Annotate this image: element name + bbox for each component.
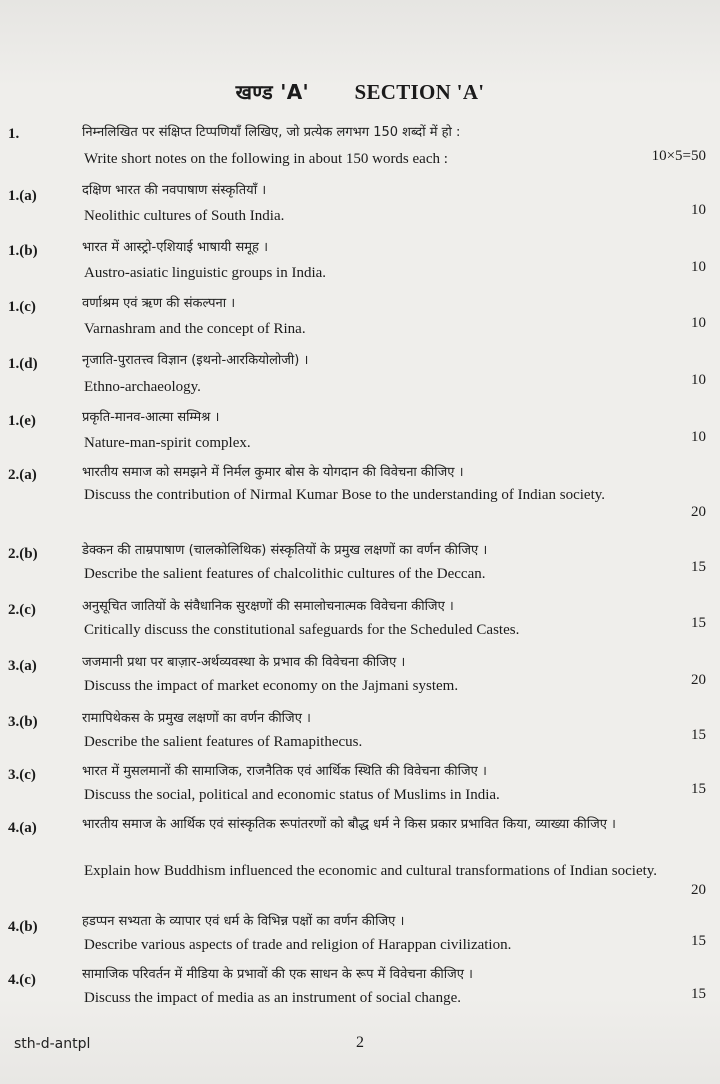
- question-marks: 15: [691, 615, 706, 631]
- question-number: 1.(d): [8, 356, 38, 372]
- question-text-english: Explain how Buddhism influenced the economic and cultural transformations of Indian society.: [84, 863, 658, 879]
- section-heading: [0, 78, 720, 105]
- question-marks: 10: [691, 202, 706, 218]
- question-marks: 15: [691, 727, 706, 743]
- question-text-english: Discuss the social, political and economic status of Muslims in India.: [84, 787, 500, 803]
- question-marks: 20: [691, 672, 706, 688]
- question-text-english: Discuss the impact of market economy on the Jajmani system.: [84, 678, 459, 694]
- question-marks: 20: [691, 504, 706, 520]
- question-marks: 10: [691, 429, 706, 445]
- question-number: 1.: [8, 126, 20, 142]
- question-text-hindi: निम्नलिखित पर संक्षिप्त टिप्पणियाँ लिखिए, जो प्रत्येक लगभग 150 शब्दों में हो :: [82, 125, 461, 140]
- question-number: 1.(b): [8, 243, 38, 259]
- question-text-hindi: वर्णाश्रम एवं ऋण की संकल्पना ।: [82, 296, 236, 311]
- question-text-hindi: अनुसूचित जातियों के संवैधानिक सुरक्षणों की समालोचनात्मक विवेचना कीजिए ।: [82, 599, 454, 614]
- question-text-english: Discuss the impact of media as an instrument of social change.: [84, 990, 461, 1006]
- question-marks: 10: [691, 315, 706, 331]
- question-text-english: Write short notes on the following in about 150 words each :: [84, 151, 448, 167]
- question-text-hindi: हडप्पन सभ्यता के व्यापार एवं धर्म के विभिन्न पक्षों का वर्णन कीजिए ।: [82, 914, 405, 929]
- question-number: 3.(b): [8, 714, 38, 730]
- question-number: 1.(a): [8, 188, 37, 204]
- question-text-english: Nature-man-spirit complex.: [84, 435, 251, 451]
- question-marks: 15: [691, 986, 706, 1002]
- question-marks: 20: [691, 882, 706, 898]
- question-marks: 10: [691, 259, 706, 275]
- section-heading-english: SECTION 'A': [354, 80, 485, 104]
- paper-code: sth-d-antpl: [14, 1036, 91, 1052]
- question-text-english: Varnashram and the concept of Rina.: [84, 321, 306, 337]
- question-number: 3.(a): [8, 658, 37, 674]
- question-number: 2.(c): [8, 602, 36, 618]
- question-number: 4.(a): [8, 820, 37, 836]
- question-text-hindi: जजमानी प्रथा पर बाज़ार-अर्थव्यवस्था के प्रभाव की विवेचना कीजिए ।: [82, 655, 406, 670]
- question-text-hindi: भारतीय समाज को समझने में निर्मल कुमार बोस के योगदान की विवेचना कीजिए ।: [82, 465, 464, 480]
- question-marks: 10: [691, 372, 706, 388]
- question-text-hindi: दक्षिण भारत की नवपाषाण संस्कृतियाँ ।: [82, 183, 267, 198]
- question-text-hindi: भारतीय समाज के आर्थिक एवं सांस्कृतिक रूपांतरणों को बौद्ध धर्म ने किस प्रकार प्रभावित किया, व्याख्या कीजिए ।: [82, 817, 616, 832]
- question-text-hindi: प्रकृति-मानव-आत्मा सम्मिश्र ।: [82, 410, 220, 425]
- page-number: 2: [356, 1034, 364, 1051]
- question-number: 2.(a): [8, 467, 37, 483]
- question-text-hindi: डेक्कन की ताम्रपाषाण (चालकोलिथिक) संस्कृतियों के प्रमुख लक्षणों का वर्णन कीजिए ।: [82, 543, 488, 558]
- question-text-english: Ethno-archaeology.: [84, 379, 201, 395]
- question-text-english: Describe various aspects of trade and religion of Harappan civilization.: [84, 937, 512, 953]
- question-marks: 15: [691, 559, 706, 575]
- question-marks: 10×5=50: [651, 148, 706, 164]
- question-number: 3.(c): [8, 767, 36, 783]
- question-number: 1.(e): [8, 413, 36, 429]
- question-text-english: Neolithic cultures of South India.: [84, 208, 285, 224]
- section-heading-hindi: खण्ड 'A': [235, 80, 309, 104]
- question-number: 4.(b): [8, 919, 38, 935]
- question-text-hindi: रामापिथेकस के प्रमुख लक्षणों का वर्णन कीजिए ।: [82, 711, 311, 726]
- question-text-english: Austro-asiatic linguistic groups in India.: [84, 265, 327, 281]
- question-marks: 15: [691, 781, 706, 797]
- question-text-english: Critically discuss the constitutional safeguards for the Scheduled Castes.: [84, 622, 520, 638]
- question-text-hindi: नृजाति-पुरातत्त्व विज्ञान (इथनो-आरकियोलोजी) ।: [82, 353, 309, 368]
- question-marks: 15: [691, 933, 706, 949]
- question-number: 4.(c): [8, 972, 36, 988]
- question-text-english: Describe the salient features of chalcolithic cultures of the Deccan.: [84, 566, 486, 582]
- question-text-english: Discuss the contribution of Nirmal Kumar Bose to the understanding of Indian society.: [84, 487, 606, 503]
- question-text-english: Describe the salient features of Ramapithecus.: [84, 734, 363, 750]
- question-text-hindi: सामाजिक परिवर्तन में मीडिया के प्रभावों की एक साधन के रूप में विवेचना कीजिए ।: [82, 967, 473, 982]
- question-number: 1.(c): [8, 299, 36, 315]
- question-text-hindi: भारत में मुसलमानों की सामाजिक, राजनैतिक एवं आर्थिक स्थिति की विवेचना कीजिए ।: [82, 764, 487, 779]
- question-text-hindi: भारत में आस्ट्रो-एशियाई भाषायी समूह ।: [82, 240, 268, 255]
- question-number: 2.(b): [8, 546, 38, 562]
